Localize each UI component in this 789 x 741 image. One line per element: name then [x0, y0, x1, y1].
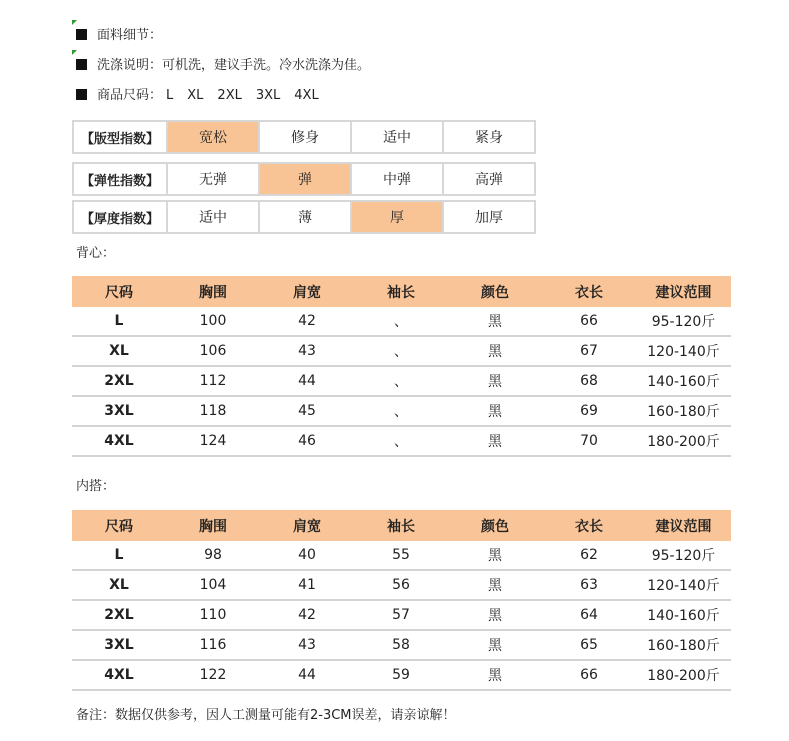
table-row: [72, 367, 731, 397]
table-cell: 106: [199, 343, 227, 359]
table-cell: 62: [580, 547, 598, 563]
table-cell: L: [114, 313, 124, 329]
table-header-row: [72, 276, 731, 307]
index-option: 高弹: [442, 162, 536, 196]
table-cell: 63: [580, 577, 598, 593]
table-row: [72, 427, 731, 457]
table-cell: 140-160斤: [647, 374, 720, 390]
table-cell: 58: [392, 637, 410, 653]
table-header-cell: 尺码: [105, 518, 133, 535]
table-cell: 黑: [488, 374, 502, 390]
table-cell: 40: [298, 547, 316, 563]
table-cell: 95-120斤: [651, 314, 716, 330]
size-option: L: [166, 88, 174, 103]
size-table-vest: [72, 276, 731, 457]
table-header-cell: 衣长: [575, 518, 603, 535]
table-cell: 2XL: [104, 607, 134, 623]
disclaimer-note: 备注：数据仅供参考，因人工测量可能有2-3CM误差，请亲谅解！: [76, 708, 456, 723]
table-row: [72, 631, 731, 661]
index-label: 【弹性指数】: [72, 162, 168, 196]
table-cell: 黑: [488, 434, 502, 450]
corner-marker-icon: [72, 50, 77, 55]
table-cell: 118: [199, 403, 227, 419]
table-cell: 43: [298, 343, 316, 359]
table-cell: 124: [199, 433, 227, 449]
table-cell: 44: [298, 667, 316, 683]
table-cell: 68: [580, 373, 598, 389]
index-option-selected: 厚: [350, 200, 444, 234]
table-header-cell: 肩宽: [293, 284, 321, 301]
table-row: [72, 307, 731, 337]
table-cell: 116: [199, 637, 227, 653]
size-option: XL: [187, 88, 204, 103]
table-cell: 120-140斤: [647, 344, 720, 360]
table-cell: 59: [392, 667, 410, 683]
table-cell: 112: [199, 373, 227, 389]
table-header-cell: 建议范围: [655, 284, 712, 301]
table-cell: 41: [298, 577, 316, 593]
table-cell: 42: [298, 607, 316, 623]
size-option: 3XL: [255, 88, 281, 103]
size-option: 2XL: [217, 88, 242, 103]
index-option: 修身: [258, 120, 352, 154]
table-header-cell: 肩宽: [293, 518, 321, 535]
table-row: [72, 541, 731, 571]
washing-text: 洗涤说明：可机洗，建议手洗。冷水洗涤为佳。: [97, 58, 371, 73]
table-cell: XL: [109, 343, 129, 359]
index-row: [72, 120, 536, 154]
table-cell: XL: [109, 577, 129, 593]
size-label: 商品尺码：: [97, 88, 163, 103]
table-header-cell: 尺码: [105, 284, 133, 301]
table-header-cell: 胸围: [199, 518, 227, 535]
square-bullet-icon: [76, 89, 87, 100]
table-row: [72, 601, 731, 631]
table-cell: 104: [199, 577, 227, 593]
index-row: [72, 162, 536, 196]
table-cell: 4XL: [104, 433, 134, 449]
table-row: [72, 661, 731, 691]
table-cell: 140-160斤: [647, 608, 720, 624]
table-cell: 2XL: [104, 373, 134, 389]
table-row: [72, 397, 731, 427]
table-cell: 45: [298, 403, 316, 419]
table-header-row: [72, 510, 731, 541]
fabric-detail-line: [76, 26, 162, 46]
table-row: [72, 337, 731, 367]
table-cell: 110: [199, 607, 227, 623]
table-row: [72, 571, 731, 601]
index-option: 适中: [166, 200, 260, 234]
table-cell: 43: [298, 637, 316, 653]
table-cell: 180-200斤: [647, 434, 720, 450]
table-header-cell: 袖长: [387, 284, 415, 301]
section-title-vest: 背心：: [76, 246, 116, 261]
table-header-cell: 颜色: [481, 284, 509, 301]
table-cell: 69: [580, 403, 598, 419]
index-option: 薄: [258, 200, 352, 234]
table-cell: 黑: [488, 608, 502, 624]
table-cell: 100: [199, 313, 227, 329]
table-cell: 黑: [488, 578, 502, 594]
index-label: 【版型指数】: [72, 120, 168, 154]
table-cell: L: [114, 547, 124, 563]
table-cell: 44: [298, 373, 316, 389]
fabric-detail-text: 面料细节：: [97, 28, 163, 43]
table-cell: 180-200斤: [647, 668, 720, 684]
table-cell: 黑: [488, 344, 502, 360]
table-header-cell: 袖长: [387, 518, 415, 535]
table-cell: 、: [394, 404, 408, 420]
table-cell: 4XL: [104, 667, 134, 683]
table-header-cell: 建议范围: [655, 518, 712, 535]
table-cell: 、: [394, 374, 408, 390]
square-bullet-icon: [76, 29, 87, 40]
square-bullet-icon: [76, 59, 87, 70]
table-cell: 、: [394, 344, 408, 360]
table-cell: 67: [580, 343, 598, 359]
table-cell: 55: [392, 547, 410, 563]
size-table-inner: [72, 510, 731, 691]
table-cell: 3XL: [104, 403, 134, 419]
table-cell: 3XL: [104, 637, 134, 653]
index-option-selected: 弹: [258, 162, 352, 196]
table-header-cell: 颜色: [481, 518, 509, 535]
table-cell: 122: [199, 667, 227, 683]
table-cell: 66: [580, 313, 598, 329]
table-cell: 64: [580, 607, 598, 623]
corner-marker-icon: [72, 20, 77, 25]
index-label: 【厚度指数】: [72, 200, 168, 234]
table-cell: 、: [394, 434, 408, 450]
table-cell: 黑: [488, 404, 502, 420]
index-option: 中弹: [350, 162, 444, 196]
index-option: 适中: [350, 120, 444, 154]
size-line: [76, 86, 333, 106]
table-cell: 70: [580, 433, 598, 449]
index-option-selected: 宽松: [166, 120, 260, 154]
table-cell: 56: [392, 577, 410, 593]
table-cell: 、: [394, 314, 408, 330]
index-option: 紧身: [442, 120, 536, 154]
table-cell: 42: [298, 313, 316, 329]
table-cell: 66: [580, 667, 598, 683]
table-cell: 黑: [488, 668, 502, 684]
index-option: 无弹: [166, 162, 260, 196]
table-cell: 黑: [488, 548, 502, 564]
table-header-cell: 胸围: [199, 284, 227, 301]
table-cell: 65: [580, 637, 598, 653]
table-cell: 160-180斤: [647, 638, 720, 654]
table-cell: 57: [392, 607, 410, 623]
index-row: [72, 200, 536, 234]
washing-line: [76, 56, 370, 76]
size-option: 4XL: [294, 88, 319, 103]
section-title-inner: 内搭：: [76, 479, 116, 494]
table-cell: 160-180斤: [647, 404, 720, 420]
table-cell: 120-140斤: [647, 578, 720, 594]
table-cell: 黑: [488, 314, 502, 330]
table-header-cell: 衣长: [575, 284, 603, 301]
table-cell: 黑: [488, 638, 502, 654]
index-option: 加厚: [442, 200, 536, 234]
table-cell: 95-120斤: [651, 548, 716, 564]
table-cell: 46: [298, 433, 316, 449]
table-cell: 98: [204, 547, 222, 563]
